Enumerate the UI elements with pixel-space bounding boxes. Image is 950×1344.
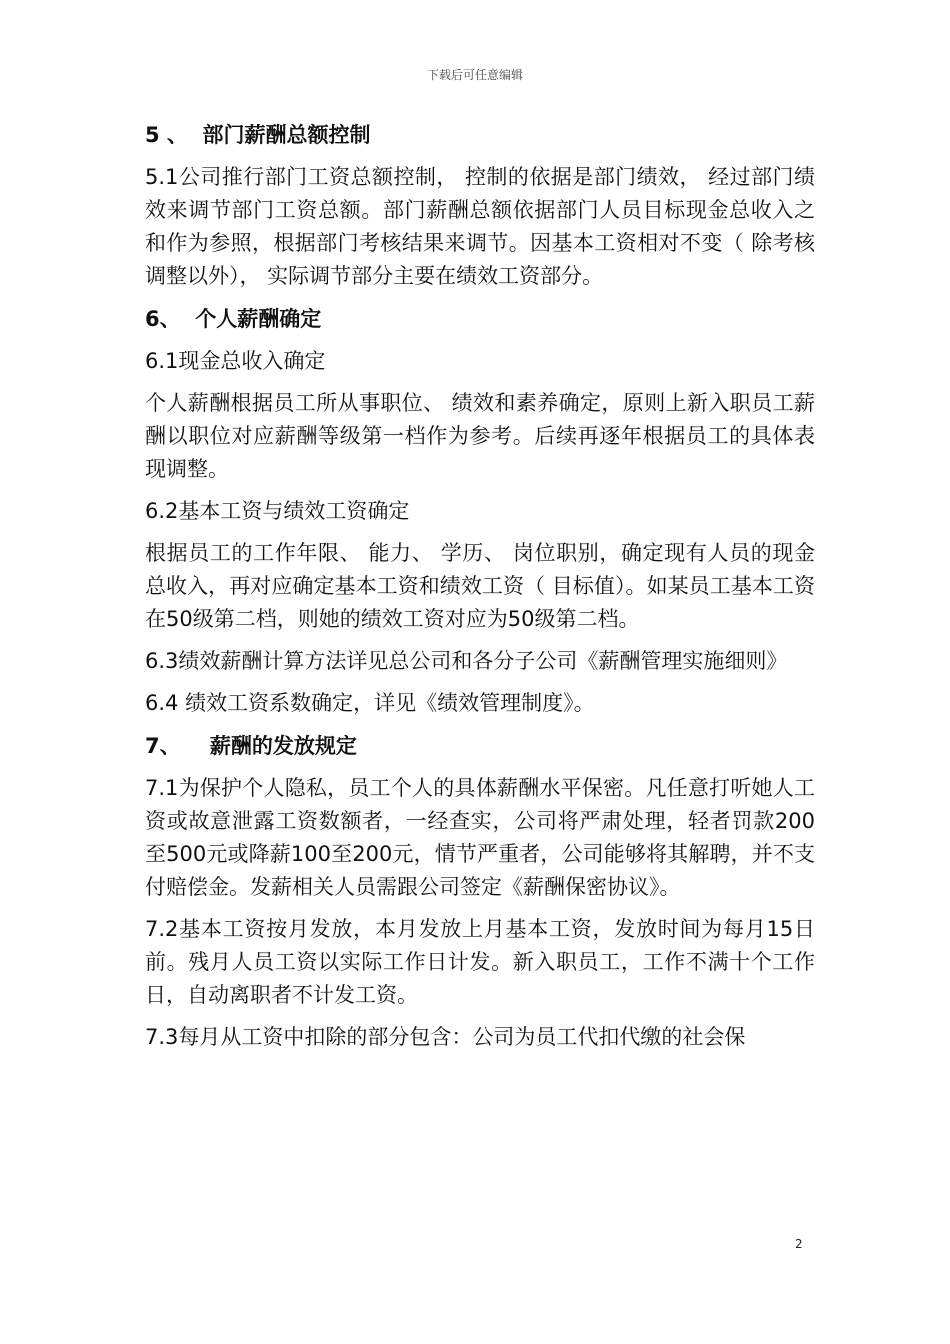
section-heading-7: 7、 薪酬的发放规定: [145, 734, 357, 758]
paragraph-6-1-body: 个人薪酬根据员工所从事职位、 绩效和素养确定，原则上新入职员工薪酬以职位对应薪酬等级第一档作为参考。后续再逐年根据员工的具体表现调整。: [145, 391, 815, 481]
paragraph-6-1-title: 6.1现金总收入确定: [145, 349, 326, 373]
paragraph-6-2-title: 6.2基本工资与绩效工资确定: [145, 499, 410, 523]
section-heading-5: 5 、 部门薪酬总额控制: [145, 123, 371, 147]
paragraph-6-2-body: 根据员工的工作年限、 能力、 学历、 岗位职别，确定现有人员的现金总收入，再对应确定基本工资和绩效工资（ 目标值）。如某员工基本工资在50级第二档，则她的绩效工资对应为50级第二档。: [145, 541, 815, 631]
paragraph-7-2: 7.2基本工资按月发放，本月发放上月基本工资，发放时间为每月15日前。残月人员工资以实际工作日计发。新入职员工，工作不满十个工作日，自动离职者不计发工资。: [145, 917, 815, 1007]
paragraph-7-1: 7.1为保护个人隐私，员工个人的具体薪酬水平保密。凡任意打听她人工资或故意泄露工资数额者，一经查实，公司将严肃处理，轻者罚款200至500元或降薪100至200元，情节严重者，公司能够将其解聘，并不支付赔偿金。发薪相关人员需跟公司签定《薪酬保密协议》。: [145, 776, 815, 899]
header-note: 下载后可任意编辑: [426, 68, 523, 82]
section-heading-6: 6、 个人薪酬确定: [145, 307, 322, 331]
paragraph-7-3: 7.3每月从工资中扣除的部分包含：公司为员工代扣代缴的社会保: [145, 1025, 746, 1049]
document-body: [145, 118, 815, 1063]
page-number: 2: [795, 1237, 803, 1251]
paragraph-6-3: 6.3绩效薪酬计算方法详见总公司和各分子公司《薪酬管理实施细则》: [145, 649, 788, 673]
paragraph-5-1: 5.1公司推行部门工资总额控制， 控制的依据是部门绩效， 经过部门绩效来调节部门工资总额。部门薪酬总额依据部门人员目标现金总收入之和作为参照，根据部门考核结果来调节。因基本工资相对不变（ 除考核调整以外）， 实际调节部分主要在绩效工资部分。: [145, 165, 815, 288]
paragraph-6-4: 6.4 绩效工资系数确定，详见《绩效管理制度》。: [145, 691, 595, 715]
